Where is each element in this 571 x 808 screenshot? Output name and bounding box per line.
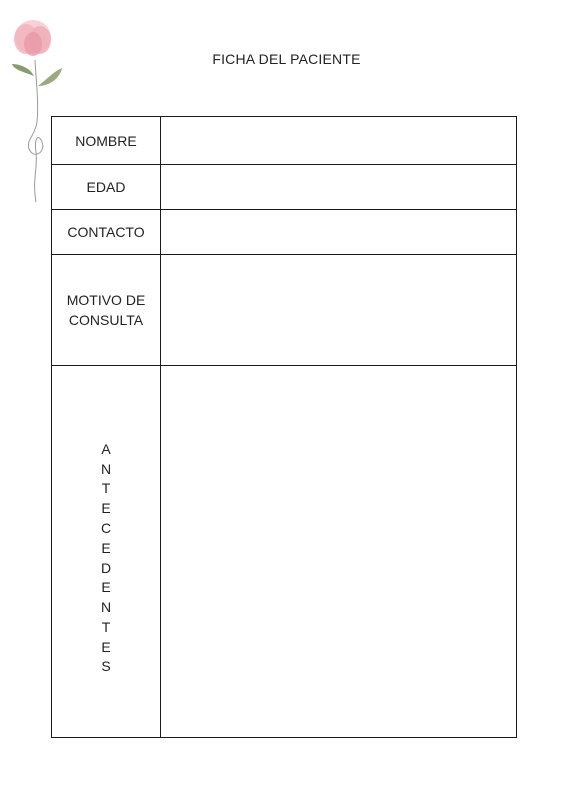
label-contacto-text: CONTACTO: [67, 224, 145, 240]
label-edad-text: EDAD: [86, 179, 126, 195]
label-antecedentes-vertical: [52, 426, 160, 678]
form-row-contacto: [52, 210, 517, 255]
label-antecedentes-letter: D: [100, 559, 112, 576]
label-antecedentes: [52, 366, 161, 738]
label-contacto: [52, 210, 161, 255]
label-edad: [52, 165, 161, 210]
label-nombre: [52, 117, 161, 165]
field-contacto[interactable]: [161, 210, 517, 255]
flower-stem: [28, 60, 42, 202]
field-antecedentes[interactable]: [161, 366, 517, 738]
field-nombre[interactable]: [161, 117, 517, 165]
flower-leaves: [12, 64, 62, 86]
field-motivo-consulta[interactable]: [161, 255, 517, 366]
label-motivo-consulta: [52, 255, 161, 366]
label-antecedentes-letter: E: [101, 579, 111, 596]
label-antecedentes-letter: E: [101, 500, 111, 517]
label-antecedentes-letter: S: [101, 658, 111, 675]
label-antecedentes-letter: T: [101, 480, 111, 497]
page-title-text: FICHA DEL PACIENTE: [212, 51, 361, 67]
form-row-nombre: [52, 117, 517, 165]
form-row-edad: [52, 165, 517, 210]
form-row-motivo-consulta: [52, 255, 517, 366]
label-antecedentes-letter: E: [101, 539, 111, 556]
label-antecedentes-letter: T: [101, 618, 111, 635]
label-antecedentes-letter: N: [100, 460, 112, 477]
label-antecedentes-letter: C: [100, 519, 112, 536]
label-antecedentes-letter: A: [101, 440, 111, 457]
label-antecedentes-letter: E: [101, 638, 111, 655]
label-antecedentes-letter: N: [100, 599, 112, 616]
field-edad[interactable]: [161, 165, 517, 210]
label-motivo-consulta-text: MOTIVO DE CONSULTA: [66, 292, 146, 328]
form-row-antecedentes: [52, 366, 517, 738]
page-title: [0, 51, 571, 67]
label-nombre-text: NOMBRE: [75, 132, 137, 149]
patient-form-table: [51, 116, 517, 738]
